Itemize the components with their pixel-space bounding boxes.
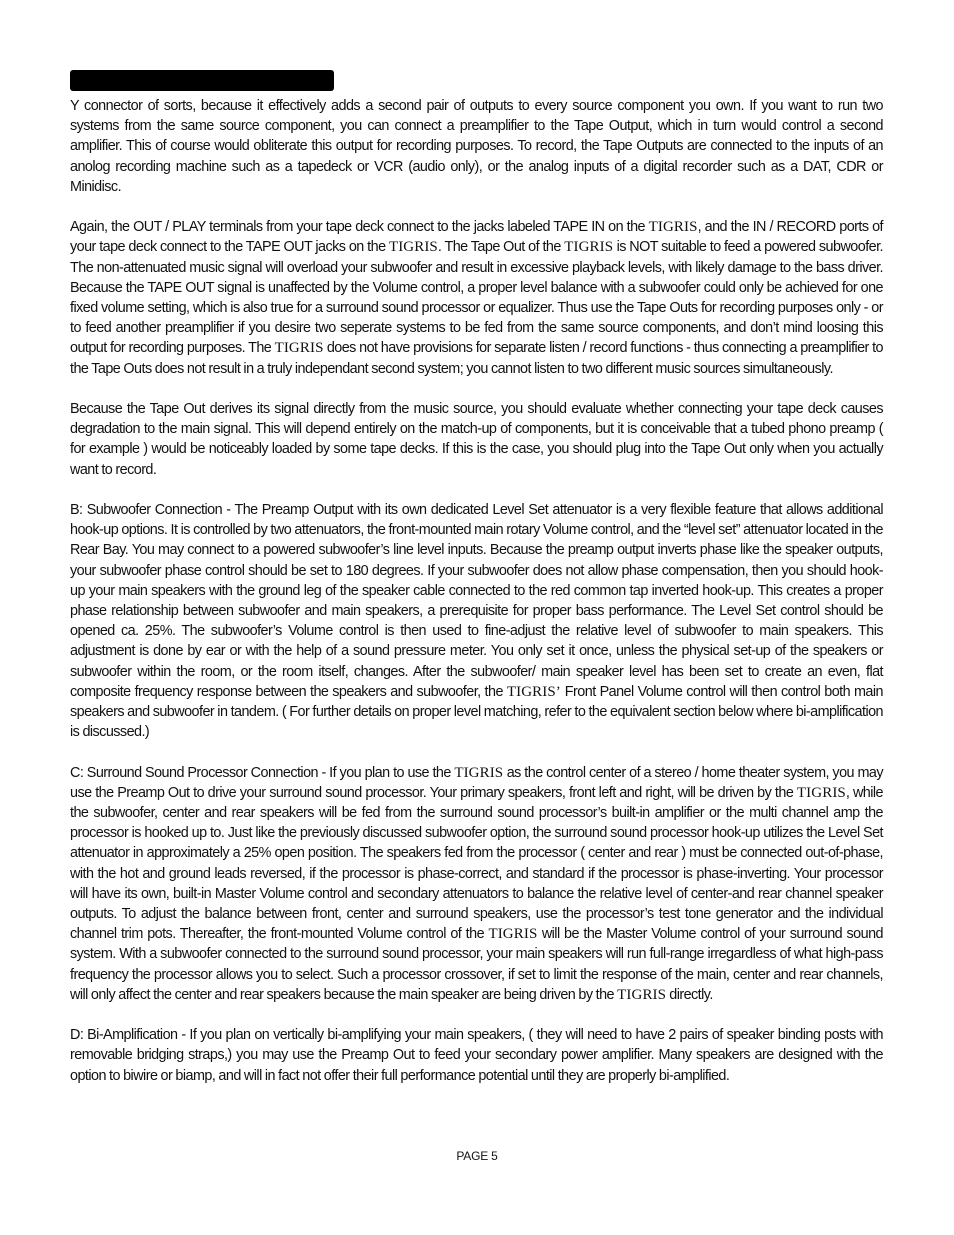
text-run: will be the Master Volume control of your surround sound system. With a subwoofer connected to the surround sound processor, your main speakers will run full-range irregardless of what high-pass frequency the processor allows you to select. Such a processor crossover, if set to limit the response of the main, center and rear channels, will only affect the center and rear speakers because the main speaker are being driven by the xyxy=(70,926,883,1003)
text-run: does not have provisions for separate listen / record functions - thus connecting a preamplifier to the Tape Outs does not result in a truly independant second system; you cannot listen to two different music sources simultaneously. xyxy=(70,340,883,377)
brand-name: TIGRIS xyxy=(274,340,324,357)
brand-name: TIGRIS xyxy=(454,764,504,781)
page-number: PAGE 5 xyxy=(456,1149,498,1163)
brand-name: TIGRIS’ xyxy=(506,683,561,700)
text-run: Because the Tape Out derives its signal directly from the music source, you should evaluate whether connecting your tape deck causes degradation to the main signal. This will depend entirely on the match-up of components, but it is conceivable that a tubed phono preamp ( for example ) would be noticeably loaded by some tape decks. If this is the case, you should plug into the Tape Out only when you actually want to record. xyxy=(70,401,883,478)
paragraph-tape-connections xyxy=(70,217,883,379)
text-run: Y connector of sorts, because it effectively adds a second pair of outputs to every source component you own. If you want to run two systems from the same source component, you can connect a preamplifier to the Tape Output, which in turn would control a second amplifier. This of course would obliterate this output for recording purposes. To record, the Tape Outputs are connected to the inputs of an anolog recording machine such as a tapedeck or VCR (audio only), or the analog inputs of a digital recorder such as a DAT, CDR or Minidisc. xyxy=(70,98,883,195)
brand-name: TIGRIS xyxy=(564,239,614,256)
section-header-bar xyxy=(70,70,334,91)
text-run: directly. xyxy=(666,986,713,1003)
brand-name: TIGRIS xyxy=(796,784,846,801)
text-run: B: Subwoofer Connection - The Preamp Output with its own dedicated Level Set attenuator is a very flexible feature that allows additional hook-up options. It is controlled by two attenuators, the front-mounted main rotary Volume control, and the “level set” attenuator located in the Rear Bay. You may connect to a powered subwoofer’s line level inputs. Because the preamp output inverts phase like the speaker outputs, your subwoofer phase control should be set to 180 degrees. If your subwoofer does not allow phase compensation, then you should hook-up your main speakers with the ground leg of the speaker cable connected to the red common tap inverted hook-up. This creates a proper phase relationship between subwoofer and main speakers, a prerequisite for proper bass performance. The Level Set control should be opened ca. 25%. The subwoofer’s Volume control is then used to fine-adjust the relative level of subwoofer to main speakers. This adjustment is done by ear or with the help of a sound pressure meter. You only set it once, unless the physical set-up of the speakers or subwoofer within the room, or the room itself, changes. After the subwoofer/ main speaker level has been set to create an even, flat composite frequency response between the speakers and subwoofer, the xyxy=(70,502,883,700)
text-run: C: Surround Sound Processor Connection - If you plan to use the xyxy=(70,764,455,781)
paragraph-tape-degradation xyxy=(70,399,883,480)
paragraph-tape-output xyxy=(70,96,883,197)
text-run: , and the IN / RECORD ports of your tape deck connect to the TAPE OUT jacks on the xyxy=(70,219,883,256)
text-run: , while the subwoofer, center and rear speakers will be fed from the surround sound processor’s built-in amplifier or the multi channel amp the processor is hooked up to. Just like the previously discussed subwoofer option, the surround sound processor hook-up utilizes the Level Set attenuator in approximately a 25% open position. The speakers fed from the processor ( center and rear ) must be connected out-of-phase, with the hot and ground leads reversed, if the processor is phase-correct, and standard if the processor is phase-inverting. Your processor will have its own, built-in Master Volume control and secondary attenuators to balance the relative level of center-and rear channel speaker outputs. To adjust the balance between front, center and surround speakers, use the processor’s test tone generator and the individual channel trim pots. Thereafter, the front-mounted Volume control of the xyxy=(70,784,883,943)
paragraph-surround-processor xyxy=(70,763,883,1005)
brand-name: TIGRIS xyxy=(388,239,438,256)
body-text xyxy=(70,96,883,1106)
text-run: Front Panel Volume control will then control both main speakers and subwoofer in tandem. ( For further details on proper level matching, refer to the equivalent section below where bi-amplification is discussed.) xyxy=(70,683,883,741)
text-run: D: Bi-Amplification - If you plan on vertically bi-amplifying your main speakers, ( they will need to have 2 pairs of speaker binding posts with removable bridging straps,) you may use the Preamp Out to feed your secondary power amplifier. Many speakers are designed with the option to biwire or biamp, and will in fact not offer their full performance potential until they are properly bi-amplified. xyxy=(70,1027,883,1084)
paragraph-subwoofer-connection xyxy=(70,500,883,742)
text-run: . The Tape Out of the xyxy=(437,239,565,256)
brand-name: TIGRIS xyxy=(488,926,538,943)
brand-name: TIGRIS xyxy=(617,986,667,1003)
paragraph-bi-amplification xyxy=(70,1025,883,1086)
text-run: as the control center of a stereo / home theater system, you may use the Preamp Out to drive your surround sound processor. Your primary speakers, front left and right, will be driven by the xyxy=(70,764,883,801)
brand-name: TIGRIS xyxy=(648,219,698,236)
text-run: Again, the OUT / PLAY terminals from your tape deck connect to the jacks labeled TAPE IN on the xyxy=(70,219,649,236)
text-run: is NOT suitable to feed a powered subwoofer. The non-attenuated music signal will overload your subwoofer and result in excessive playback levels, with likely damage to the bass driver. Because the TAPE OUT signal is unaffected by the Volume control, a proper level balance with a subwoofer could only be achieved for one fixed volume setting, which is also true for a surround sound processor or equalizer. Thus use the Tape Outs for recording purposes only - or to feed another preamplifier if you desire two seperate systems to be fed from the same source components, and don’t mind loosing this output for recording purposes. The xyxy=(70,239,884,357)
